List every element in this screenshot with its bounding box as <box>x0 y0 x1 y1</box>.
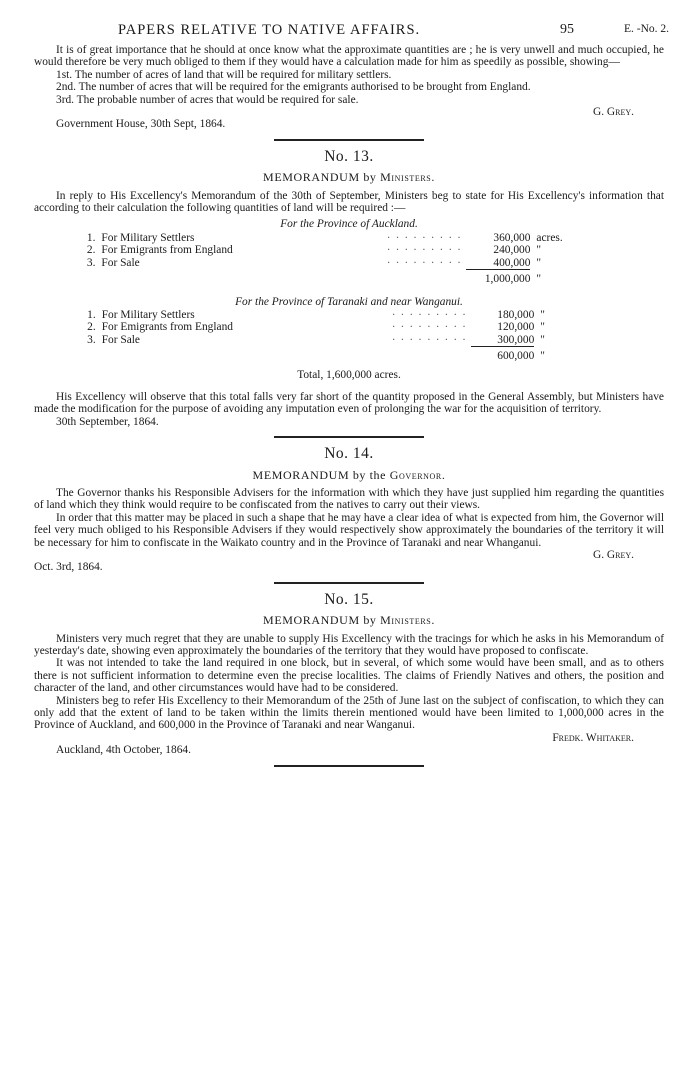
section-divider <box>274 139 424 141</box>
memo-prefix: MEMORANDUM by <box>263 613 377 628</box>
dot-leader: ········· <box>391 334 471 347</box>
section-heading: No. 15. <box>324 590 374 608</box>
memo-author: Ministers. <box>380 613 435 628</box>
no13-closing: His Excellency will observe that this total falls very far short of the quantity proposed in the General Assembly, but Ministers have made the modification for the purpose of avoiding any imputation even of prolonging the war for the acquisition of territory. <box>34 390 664 416</box>
no15-paragraph: It was not intended to take the land required in one block, but in several, of which some would have been small, and as to others there is not sufficient information to determine even the precise localities. The claims of Friendly Natives and others, the position and character of the land, and other circumstances would have had to be considered. <box>34 657 664 695</box>
intro-item: 2nd. The number of acres that will be required for the emigrants authorised to be brought from England. <box>56 81 531 94</box>
row-unit: " <box>540 308 545 321</box>
subtotal-unit: " <box>540 350 545 363</box>
auckland-heading: For the Province of Auckland. <box>280 218 418 231</box>
memo-author: Governor. <box>389 467 446 482</box>
row-value: 360,000 <box>493 231 531 244</box>
row-label: For Emigrants from England <box>101 244 233 257</box>
document-body <box>34 44 664 773</box>
memo-title <box>34 614 664 626</box>
taranaki-table <box>78 309 578 363</box>
section-divider <box>274 582 424 584</box>
row-value: 240,000 <box>493 244 531 257</box>
row-number: 3. <box>86 257 96 270</box>
intro-paragraph: It is of great importance that he should at once know what the approximate quantities are ; he is very unwell and much occupied, he would therefore be very much obliged to them if they would have a calculation made for him as speedily as possible, showing— <box>34 44 664 69</box>
memo-title <box>34 469 664 481</box>
no13-intro: In reply to His Excellency's Memorandum of the 30th of September, Ministers beg to state for His Excellency's information that according to their calculation the following quantities of land will be required :— <box>34 189 664 215</box>
memo-author: Ministers. <box>380 170 435 185</box>
section-heading: No. 13. <box>324 147 374 165</box>
intro-item: 1st. The number of acres of land that will be required for military settlers. <box>56 68 392 81</box>
table-row <box>78 309 578 321</box>
table-row <box>78 257 578 270</box>
memo-title <box>34 171 664 183</box>
row-number: 2. <box>86 244 96 257</box>
grand-total: Total, 1,600,000 acres. <box>297 368 401 381</box>
row-unit: " <box>536 244 542 257</box>
no15-paragraph: Ministers very much regret that they are unable to supply His Excellency with the tracings for which he asks in his Memorandum of yesterday's date, showing even approximately the boundaries of the territory that they would have proposed to confiscate. <box>34 632 664 658</box>
page-header <box>0 22 700 42</box>
row-label: For Emigrants from England <box>101 321 233 334</box>
page-number: 95 <box>560 22 574 37</box>
no14-paragraph: The Governor thanks his Responsible Advisers for the information with which they have just supplied him regarding the quantities of land which they think would require to be confiscated from the natives to carry out their views. <box>34 486 664 512</box>
intro-signature: G. Grey. <box>593 106 634 119</box>
row-value: 120,000 <box>497 321 535 334</box>
no14-date: Oct. 3rd, 1864. <box>34 561 103 574</box>
subtotal-unit: " <box>536 273 542 286</box>
subtotal-value: 600,000 <box>471 347 534 363</box>
no15-signature: Fredk. Whitaker. <box>552 731 634 744</box>
row-label: For Sale <box>101 257 140 270</box>
running-title: PAPERS RELATIVE TO NATIVE AFFAIRS. <box>118 22 421 38</box>
no15-paragraph: Ministers beg to refer His Excellency to their Memorandum of the 25th of June last on the subject of confiscation, to which they can only add that the extent of land to be taken within the limits therein mentioned would have been limited to 1,000,000 acres in the Province of Auckland, and 600,000 in the Province of Taranaki and near Wanganui. <box>34 694 664 732</box>
row-label: For Sale <box>101 334 140 347</box>
table-row <box>78 334 578 347</box>
row-unit: " <box>536 257 542 270</box>
dot-leader: ········· <box>386 231 466 244</box>
table-row <box>78 244 578 256</box>
table-row <box>78 321 578 333</box>
section-divider <box>274 436 424 438</box>
no14-paragraph: In order that this matter may be placed in such a shape that he may have a clear idea of what is expected from him, the Governor will feel very much obliged to his Responsible Advisers if they would respectively show approximately the boundaries of the territory it will be necessary for him to confiscate in the Waikato country and in the Province of Taranaki and near Whanganui. <box>34 511 664 549</box>
table-row <box>78 232 578 244</box>
subtotal-row <box>78 270 578 286</box>
no14-signature: G. Grey. <box>593 549 634 561</box>
row-unit: " <box>540 321 545 334</box>
row-number: 1. <box>87 308 96 321</box>
no13-date: 30th September, 1864. <box>56 415 159 428</box>
taranaki-heading: For the Province of Taranaki and near Wanganui. <box>235 295 463 308</box>
dot-leader: ········· <box>386 257 466 270</box>
row-number: 3. <box>87 334 96 347</box>
no15-date: Auckland, 4th October, 1864. <box>56 744 191 757</box>
row-label: For Military Settlers <box>101 231 195 244</box>
row-unit: " <box>540 334 545 347</box>
subtotal-row <box>78 347 578 363</box>
section-divider <box>274 765 424 767</box>
memo-prefix: MEMORANDUM by the <box>252 467 387 482</box>
memo-prefix: MEMORANDUM by <box>263 170 377 185</box>
row-value: 180,000 <box>497 308 535 321</box>
auckland-table <box>78 232 578 286</box>
row-number: 1. <box>86 231 96 244</box>
document-reference: E. -No. 2. <box>624 23 670 35</box>
subtotal-value: 1,000,000 <box>466 270 531 286</box>
intro-date: Government House, 30th Sept, 1864. <box>56 118 226 131</box>
dot-leader: ········· <box>391 321 471 334</box>
row-value: 300,000 <box>497 333 535 346</box>
row-number: 2. <box>87 321 96 334</box>
dot-leader: ········· <box>386 244 466 257</box>
section-heading: No. 14. <box>324 445 374 463</box>
row-label: For Military Settlers <box>101 308 195 321</box>
row-unit: acres. <box>536 231 563 244</box>
dot-leader: ········· <box>391 308 471 321</box>
intro-item: 3rd. The probable number of acres that would be required for sale. <box>56 93 359 106</box>
row-value: 400,000 <box>493 256 531 269</box>
